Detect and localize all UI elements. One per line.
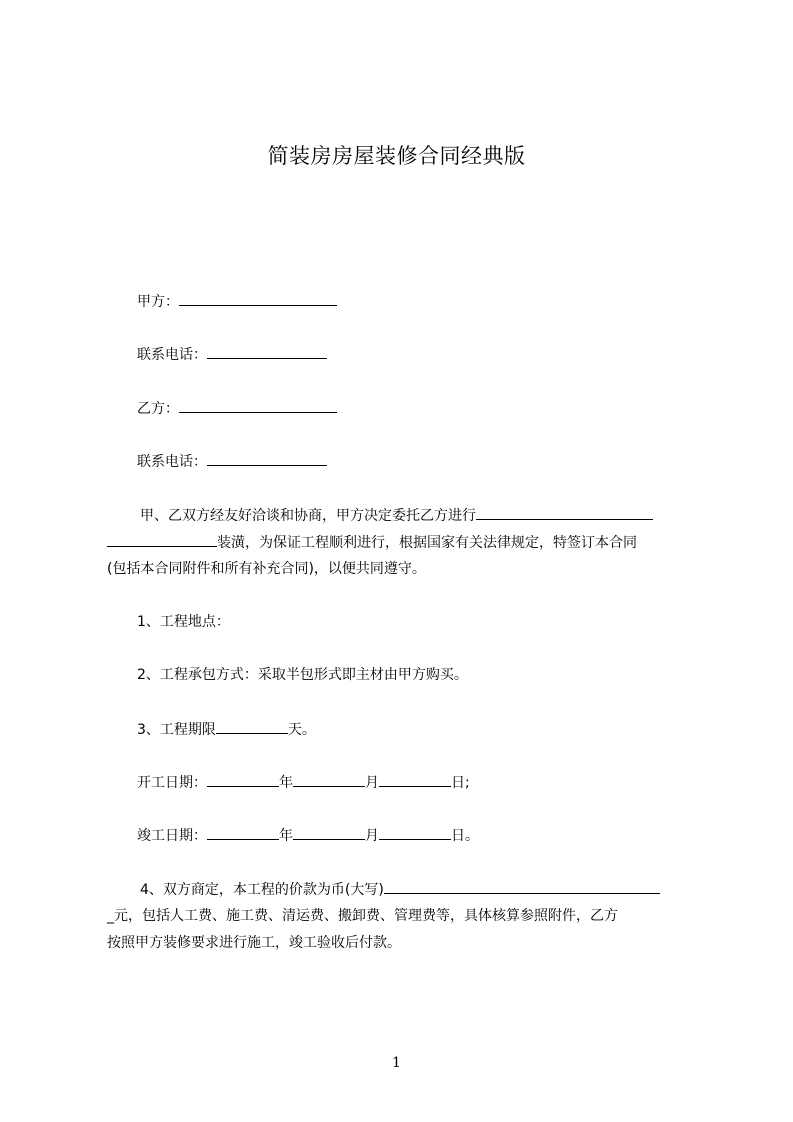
page-title: 简装房房屋装修合同经典版 <box>267 144 526 168</box>
start-month-label: 月 <box>365 775 379 791</box>
finish-date-label: 竣工日期： <box>137 828 207 844</box>
start-date-label: 开工日期： <box>137 775 207 791</box>
item-4-text: 4、双方商定，本工程的价款为币(大写) <box>140 882 384 898</box>
party-a-label: 甲方： <box>137 294 179 310</box>
party-a-line <box>137 291 337 312</box>
intro-line-2 <box>107 532 637 553</box>
finish-month-blank <box>293 825 365 840</box>
intro-line-3-text: (包括本合同附件和所有补充合同)，以便共同遵守。 <box>107 561 426 577</box>
party-a-phone-label: 联系电话： <box>137 347 207 363</box>
finish-year-blank <box>207 825 279 840</box>
intro-line-1 <box>140 505 653 526</box>
party-b-phone-blank <box>207 451 327 466</box>
finish-day-blank <box>379 825 451 840</box>
party-a-phone-line <box>137 344 327 365</box>
party-a-blank <box>179 291 337 306</box>
intro-line-3 <box>107 559 426 579</box>
item-3-text: 3、工程期限 <box>137 722 216 738</box>
item-4-line-3 <box>107 933 401 953</box>
decoration-scope-blank <box>476 505 653 520</box>
item-3-suffix: 天。 <box>287 722 316 738</box>
party-b-blank <box>179 398 337 413</box>
item-1-text: 1、工程地点： <box>137 614 230 630</box>
start-year-blank <box>207 772 279 787</box>
start-date-end: ; <box>465 775 470 791</box>
start-day-label: 日 <box>451 775 465 791</box>
finish-date-line <box>137 825 479 846</box>
intro-line-1-text: 甲、乙双方经友好洽谈和协商，甲方决定委托乙方进行 <box>140 508 476 524</box>
party-a-phone-blank <box>207 344 327 359</box>
party-b-label: 乙方： <box>137 401 179 417</box>
finish-month-label: 月 <box>365 828 379 844</box>
item-4-line-1 <box>140 879 660 900</box>
start-date-line <box>137 772 470 793</box>
party-b-phone-label: 联系电话： <box>137 454 207 470</box>
start-year-label: 年 <box>279 775 293 791</box>
finish-date-end: 。 <box>465 828 479 844</box>
party-b-phone-line <box>137 451 327 472</box>
duration-blank <box>216 719 288 734</box>
item-2-text: 2、工程承包方式：采取半包形式即主材由甲方购买。 <box>137 667 468 683</box>
finish-year-label: 年 <box>279 828 293 844</box>
party-b-line <box>137 398 337 419</box>
start-day-blank <box>379 772 451 787</box>
item-1 <box>137 612 230 632</box>
finish-day-label: 日 <box>451 828 465 844</box>
intro-line-2-text: 装潢，为保证工程顺利进行，根据国家有关法律规定，特签订本合同 <box>217 535 637 551</box>
item-4-line-2-text: _元，包括人工费、施工费、清运费、搬卸费、管理费等，具体核算参照附件，乙方 <box>107 908 618 924</box>
price-blank <box>384 879 660 894</box>
start-month-blank <box>293 772 365 787</box>
item-3 <box>137 719 316 740</box>
item-4-line-3-text: 按照甲方装修要求进行施工，竣工验收后付款。 <box>107 935 401 951</box>
item-4-line-2 <box>107 906 618 926</box>
item-2 <box>137 665 468 685</box>
page-number: 1 <box>392 1055 401 1071</box>
decoration-scope-blank-cont <box>107 532 217 547</box>
